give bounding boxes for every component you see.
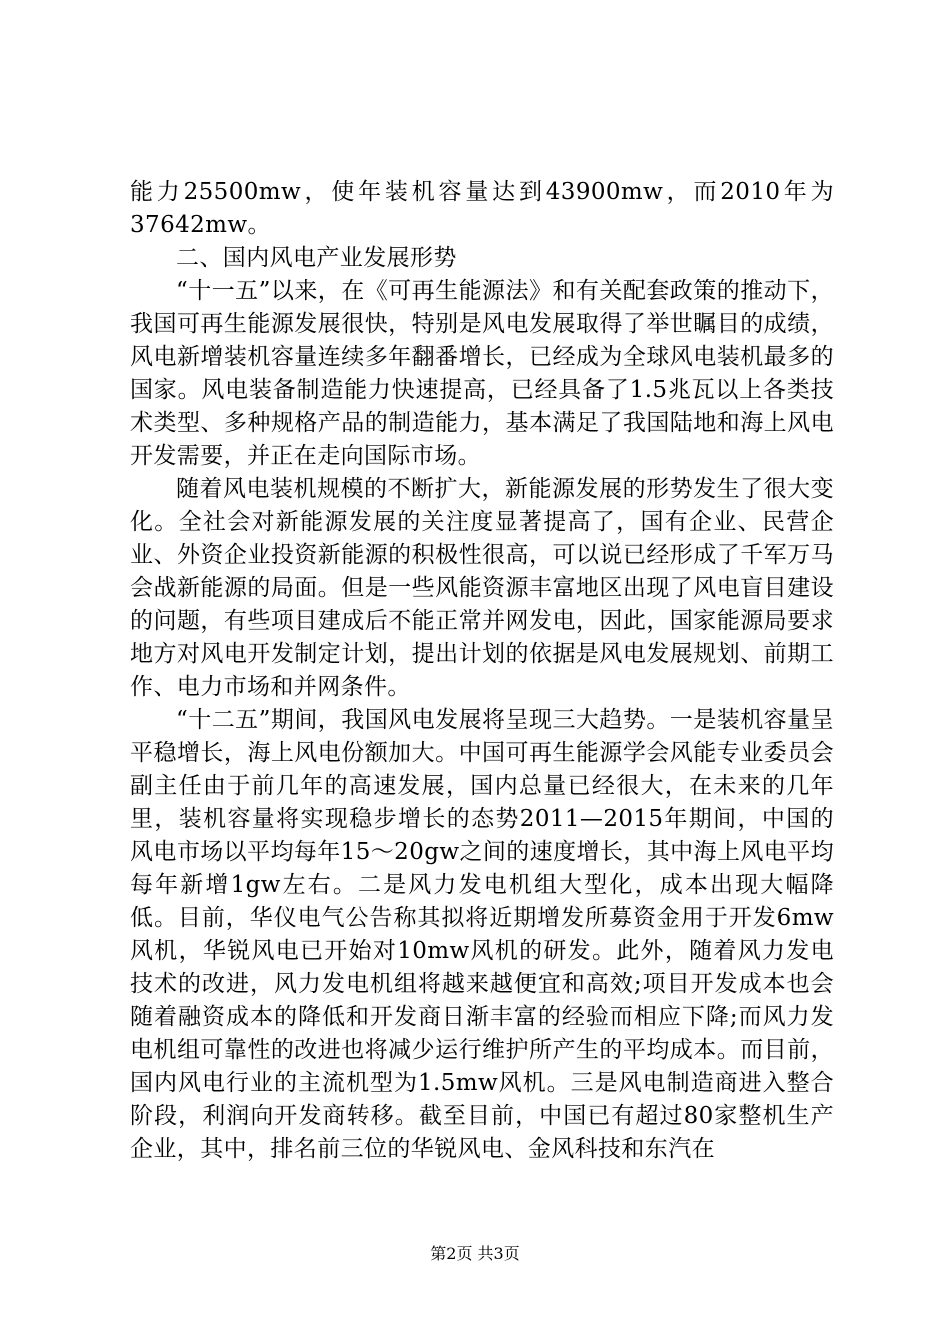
document-body [130,176,834,1166]
page-footer: 第2页 共3页 [430,1244,520,1263]
paragraph: 随着风电装机规模的不断扩大，新能源发展的形势发生了很大变化。全社会对新能源发展的关注度显著提高了，国有企业、民营企业、外资企业投资新能源的积极性很高，可以说已经形成了千军万马会战新能源的局面。但是一些风能资源丰富地区出现了风电盲目建设的问题，有些项目建成后不能正常并网发电，因此，国家能源局要求地方对风电开发制定计划，提出计划的依据是风电发展规划、前期工作、电力市场和并网条件。 [130,476,834,700]
paragraph: “十一五”以来，在《可再生能源法》和有关配套政策的推动下，我国可再生能源发展很快，特别是风电发展取得了举世瞩目的成绩，风电新增装机容量连续多年翻番增长，已经成为全球风电装机最多的国家。风电装备制造能力快速提高，已经具备了1.5兆瓦以上各类技术类型、多种规格产品的制造能力，基本满足了我国陆地和海上风电开发需要，并正在走向国际市场。 [130,278,834,469]
paragraph: “十二五”期间，我国风电发展将呈现三大趋势。一是装机容量呈平稳增长，海上风电份额加大。中国可再生能源学会风能专业委员会副主任由于前几年的高速发展，国内总量已经很大，在未来的几年里，装机容量将实现稳步增长的态势2011—2015年期间，中国的风电市场以平均每年15～20gw之间的速度增长，其中海上风电平均每年新增1gw左右。二是风力发电机组大型化，成本出现大幅降低。目前，华仪电气公告称其拟将近期增发所募资金用于开发6mw风机，华锐风电已开始对10mw风机的研发。此外，随着风力发电技术的改进，风力发电机组将越来越便宜和高效;项目开发成本也会随着融资成本的降低和开发商日渐丰富的经验而相应下降;而风力发电机组可靠性的改进也将减少运行维护所产生的平均成本。而目前，国内风电行业的主流机型为1.5mw风机。三是风电制造商进入整合阶段，利润向开发商转移。截至目前，中国已有超过80家整机生产企业，其中，排名前三位的华锐风电、金风科技和东汽在 [130,707,834,1162]
section-heading: 二、国内风电产业发展形势 [176,245,457,271]
paragraph-continuation: 能力25500mw，使年装机容量达到43900mw，而2010年为37642mw。 [130,179,834,238]
